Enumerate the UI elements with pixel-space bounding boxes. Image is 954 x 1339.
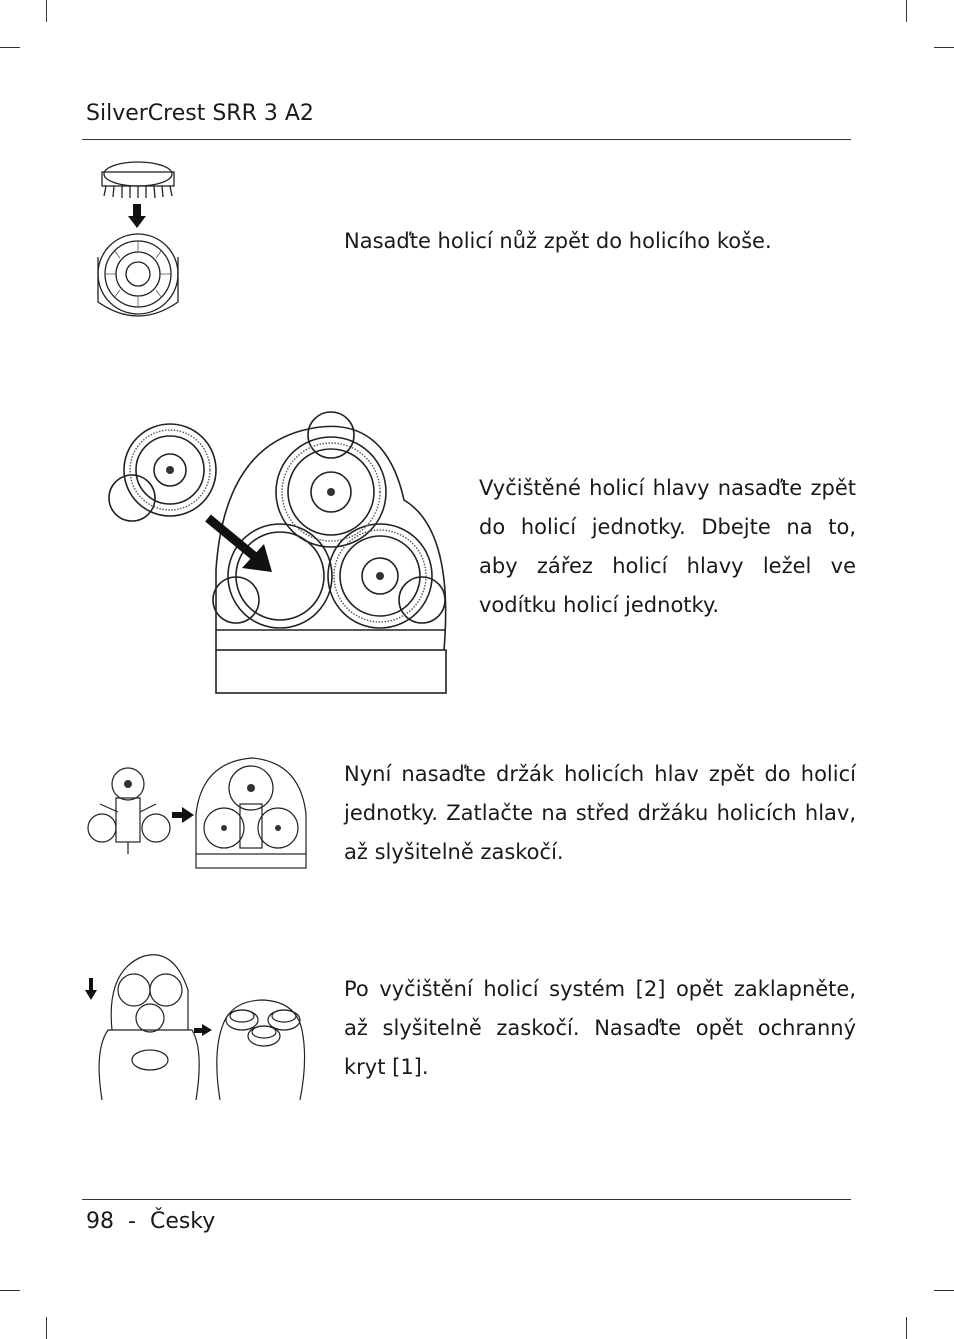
step-1-text: Nasaďte holicí nůž zpět do holicího koše. (344, 229, 772, 253)
crop-mark (934, 47, 954, 48)
page-number: 98 (86, 1209, 114, 1234)
holder-into-unit-illustration (84, 754, 310, 870)
page-header: SilverCrest SRR 3 A2 (86, 101, 314, 126)
footer-rule (82, 1199, 851, 1200)
crop-mark (906, 0, 907, 22)
step-3-text: Nyní nasaďte držák holicích hlav zpět do holicí jednotky. Zatlačte na střed držáku holicích hlav, až slyšitelně zaskočí. (344, 762, 856, 864)
crop-mark (934, 1290, 954, 1291)
header-rule (82, 139, 851, 140)
close-shaving-system-illustration (84, 950, 310, 1102)
footer-language: Česky (149, 1209, 216, 1234)
cutter-into-cage-illustration (84, 152, 194, 327)
crop-mark (0, 47, 20, 48)
step-4-text: Po vyčištění holicí systém [2] opět zaklapněte, až slyšitelně zaskočí. Nasaďte opět ochranný kryt [1]. (344, 977, 856, 1079)
crop-mark (0, 1290, 20, 1291)
crop-mark (46, 1317, 47, 1339)
step-2-text: Vyčištěné holicí hlavy nasaďte zpět do holicí jednotky. Dbejte na to, aby zářez holicí hlavy ležel ve vodítku holicí jednotky. (479, 476, 856, 617)
page-footer (86, 1207, 215, 1237)
heads-into-unit-illustration (104, 410, 449, 695)
crop-mark (906, 1317, 907, 1339)
crop-mark (46, 0, 47, 22)
footer-separator: - (128, 1209, 136, 1234)
